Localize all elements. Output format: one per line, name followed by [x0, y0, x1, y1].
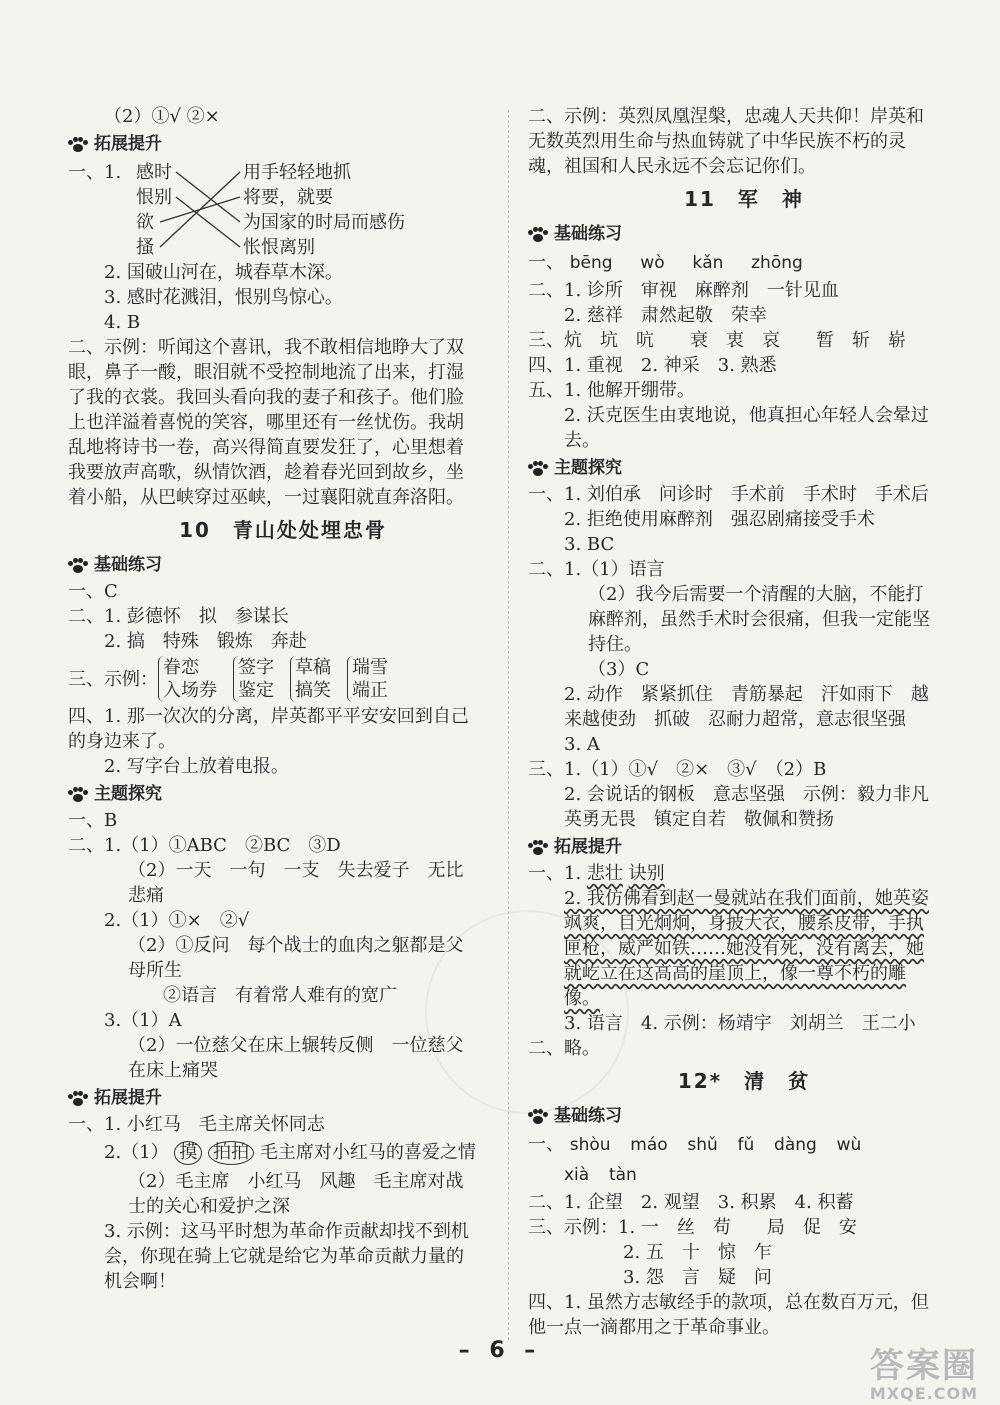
section-heading: 基础练习 — [68, 552, 498, 579]
pinyin-item: wò — [640, 253, 665, 273]
circled-word: 拍拍 — [208, 1141, 254, 1165]
answer-line: 2. 沃克医生由衷地说，他真担心年轻人会晕过去。 — [564, 405, 929, 451]
answer-line: 4. B — [104, 312, 141, 333]
column-divider — [508, 110, 509, 1340]
pinyin-item: bēng — [569, 253, 613, 273]
answer-line: 三、1.（1）①√ ②× ③√ （2）B — [528, 759, 827, 780]
pinyin-item: dàng — [774, 1135, 817, 1155]
pinyin-item: zhōng — [751, 253, 803, 273]
section-heading: 拓展提升 — [528, 834, 960, 861]
lesson-title: 11 军 神 — [684, 187, 804, 211]
paw-icon — [68, 137, 88, 153]
answer-line: 3. 语言 4. 示例：杨靖宇 刘胡兰 王二小 — [564, 1013, 916, 1034]
match-right-item: 用手轻轻地抓 — [243, 162, 351, 183]
match-left-item: 搔 — [136, 237, 154, 258]
paw-icon — [528, 840, 548, 856]
pinyin-item: kǎn — [692, 253, 724, 273]
underlined-word: 悲壮 — [586, 863, 623, 884]
answer-line: 三、示例：1. 一 丝 苟 局 促 安 — [528, 1217, 857, 1238]
answer-line: 2. 会说话的钢板 意志坚强 示例：毅力非凡 英勇无畏 镇定自若 敬佩和赞扬 — [564, 784, 947, 830]
left-column — [68, 104, 498, 1294]
section-heading: 主题探究 — [68, 781, 498, 808]
answer-line: 二、1.（1）①ABC ②BC ③D — [68, 835, 341, 856]
word-group: 眷恋 入场券 — [158, 656, 217, 702]
answer-line: （2）①√ ②× — [104, 106, 220, 127]
answer-line: 一、C — [68, 581, 118, 602]
answer-line: 五、1. 他解开绷带。 — [528, 380, 695, 401]
answer-line: 2.（1） 摸 拍拍 毛主席对小红马的喜爱之情 — [104, 1142, 476, 1163]
answer-line: （2）一天 一句 一支 失去爱子 无比悲痛 — [128, 860, 464, 906]
right-column — [528, 104, 960, 1340]
match-left-item: 恨别 — [136, 187, 172, 208]
underlined-word: 诀别 — [628, 863, 665, 884]
answer-paragraph: 二、示例：听闻这个喜讯，我不敢相信地睁大了双眼，鼻子一酸，眼泪就不受控制地流了出来，打湿了我的衣裳。我回头看向我的妻子和孩子。他们脸上也洋溢着喜悦的笑容，哪里还有一丝忧伤。我胡乱地将诗书一卷，高兴得简直要发狂了，心里想着我要放声高歌，纵情饮酒，趁着春光回到故乡，坐着小船，从巴峡穿过巫峡，一过襄阳就直奔洛阳。 — [68, 337, 464, 508]
answer-line: 2. 写字台上放着电报。 — [104, 756, 289, 777]
word-group: 签字 鉴定 — [233, 656, 274, 702]
answer-line: 一、B — [68, 810, 118, 831]
page-number: – 6 – — [458, 1338, 542, 1363]
site-watermark: 答案圈 MXQE.COM — [869, 1346, 978, 1403]
answer-line: 2. 我仿佛看到赵一曼就站在我们面前，她英姿飒爽，目光炯炯，身披大衣，腰系皮带，手执匣枪，威严如铁……她没有死，没有离去，她就屹立在这高高的崖顶上，像一尊不朽的雕像。 — [564, 888, 929, 1009]
pinyin-item: shòu — [569, 1135, 611, 1155]
section-heading: 拓展提升 — [68, 131, 498, 158]
answer-line: （3）C — [588, 659, 650, 680]
lesson-title: 10 青山处处埋忠骨 — [179, 518, 387, 542]
answer-line: ②语言 有着常人难有的宽广 — [163, 985, 397, 1006]
paw-icon — [528, 1109, 548, 1125]
answer-line: 2. 动作 紧紧抓住 青筋暴起 汗如雨下 越来越使劲 抓破 忍耐力超常，意志很坚强 — [564, 684, 929, 730]
answer-line: 二、1.（1）语言 — [528, 559, 665, 580]
answer-line: 3. 感时花溅泪，恨别鸟惊心。 — [104, 287, 343, 308]
answer-line: 2. 慈祥 肃然起敬 荣幸 — [564, 305, 767, 326]
circled-word: 摸 — [174, 1141, 202, 1165]
section-heading: 拓展提升 — [68, 1085, 498, 1112]
paw-icon — [528, 227, 548, 243]
section-heading: 主题探究 — [528, 455, 960, 482]
answer-line: 二、1. 企望 2. 观望 3. 积累 4. 积蓄 — [528, 1192, 854, 1213]
answer-line: 四、1. 重视 2. 神采 3. 熟悉 — [528, 355, 777, 376]
answer-line: 一、1. 刘伯承 问诊时 手术前 手术时 手术后 — [528, 484, 929, 505]
answer-line: 3. BC — [564, 534, 615, 555]
pinyin-line — [528, 1160, 960, 1190]
answer-line: （2）①反问 每个战士的血肉之躯都是父母所生 — [128, 935, 464, 981]
pinyin-line: 一、 shòu máo shǔ fǔ dàng wù — [528, 1134, 862, 1155]
answer-line: （2）我今后需要一个清醒的大脑，不能打麻醉剂，虽然手术时会很痛，但我一定能坚持住。 — [588, 584, 930, 655]
answer-line: 2. 搞 特殊 锻炼 奔赴 — [104, 631, 307, 652]
word-group-line: 三、示例： 眷恋 入场券 签字 鉴定 草稿 搞笑 瑞雪 端正 — [68, 657, 388, 701]
answer-line: 四、1. 虽然方志敏经手的款项，总在数百万元，但他一点一滴都用之于革命事业。 — [528, 1292, 929, 1338]
match-right-item: 怅恨离别 — [243, 237, 315, 258]
matching-lines — [68, 160, 268, 260]
match-left-item: 感时 — [136, 162, 172, 183]
answer-line: 二、1. 彭德怀 拟 参谋长 — [68, 606, 289, 627]
word-group: 瑞雪 端正 — [347, 656, 388, 702]
paw-icon — [68, 1091, 88, 1107]
pinyin-item: fǔ — [737, 1135, 755, 1155]
answer-line: 一、1. 小红马 毛主席关怀同志 — [68, 1114, 325, 1135]
match-left-item: 欲 — [136, 212, 154, 233]
answer-line: （2）一位慈父在床上辗转反侧 一位慈父在床上痛哭 — [128, 1035, 464, 1081]
pinyin-line: 一、 bēng wò kǎn zhōng — [528, 252, 803, 273]
answer-line: 二、1. 诊所 审视 麻醉剂 一针见血 — [528, 280, 839, 301]
match-right-item: 将要，就要 — [243, 187, 333, 208]
answer-line: 2. 五 十 惊 乍 — [623, 1242, 772, 1263]
section-heading: 基础练习 — [528, 1103, 960, 1130]
answer-line: 四、1. 那一次次的分离，岸英都平平安安回到自己的身边来了。 — [68, 706, 469, 752]
answer-line: 3. A — [564, 734, 600, 755]
pinyin-item: máo — [630, 1135, 668, 1155]
answer-paragraph: 二、示例：英烈凤凰涅槃，忠魂人天共仰！岸英和无数英烈用生命与热血铸就了中华民族不朽的灵魂，祖国和人民永远不会忘记你们。 — [528, 106, 924, 177]
paw-icon — [68, 787, 88, 803]
answer-line: 2. 拒绝使用麻醉剂 强忍剧痛接受手术 — [564, 509, 875, 530]
answer-line: 3.（1）A — [104, 1010, 182, 1031]
answer-line: 二、略。 — [528, 1038, 600, 1059]
pinyin-item: tàn — [608, 1165, 637, 1185]
paw-icon — [528, 461, 548, 477]
word-group: 草稿 搞笑 — [290, 656, 331, 702]
answer-line: 三、炕 坑 吭 衰 衷 哀 暂 斩 崭 — [528, 330, 906, 351]
answer-line: 3. 怨 言 疑 问 — [623, 1267, 772, 1288]
answer-line: （2）毛主席 小红马 风趣 毛主席对战士的关心和爱护之深 — [128, 1171, 464, 1217]
answer-line: 一、1. 悲壮 诀别 — [528, 863, 665, 884]
match-right-item: 为国家的时局而感伤 — [243, 212, 405, 233]
paw-icon — [68, 558, 88, 574]
answer-line: 2. 国破山河在，城春草木深。 — [104, 262, 343, 283]
lesson-title: 12* 清 贫 — [677, 1069, 811, 1093]
section-heading: 基础练习 — [528, 221, 960, 248]
pinyin-item: shǔ — [687, 1135, 718, 1155]
answer-line: 2.（1）①× ②√ — [104, 910, 250, 931]
answer-line: 3. 示例：这马平时想为革命作贡献却找不到机会，你现在骑上它就是给它为革命贡献力量的机会啊！ — [104, 1221, 469, 1292]
pinyin-item: wù — [836, 1135, 862, 1155]
pinyin-item: xià — [564, 1165, 590, 1185]
question-number: 一、1. — [68, 162, 122, 183]
matching-exercise — [68, 160, 498, 260]
